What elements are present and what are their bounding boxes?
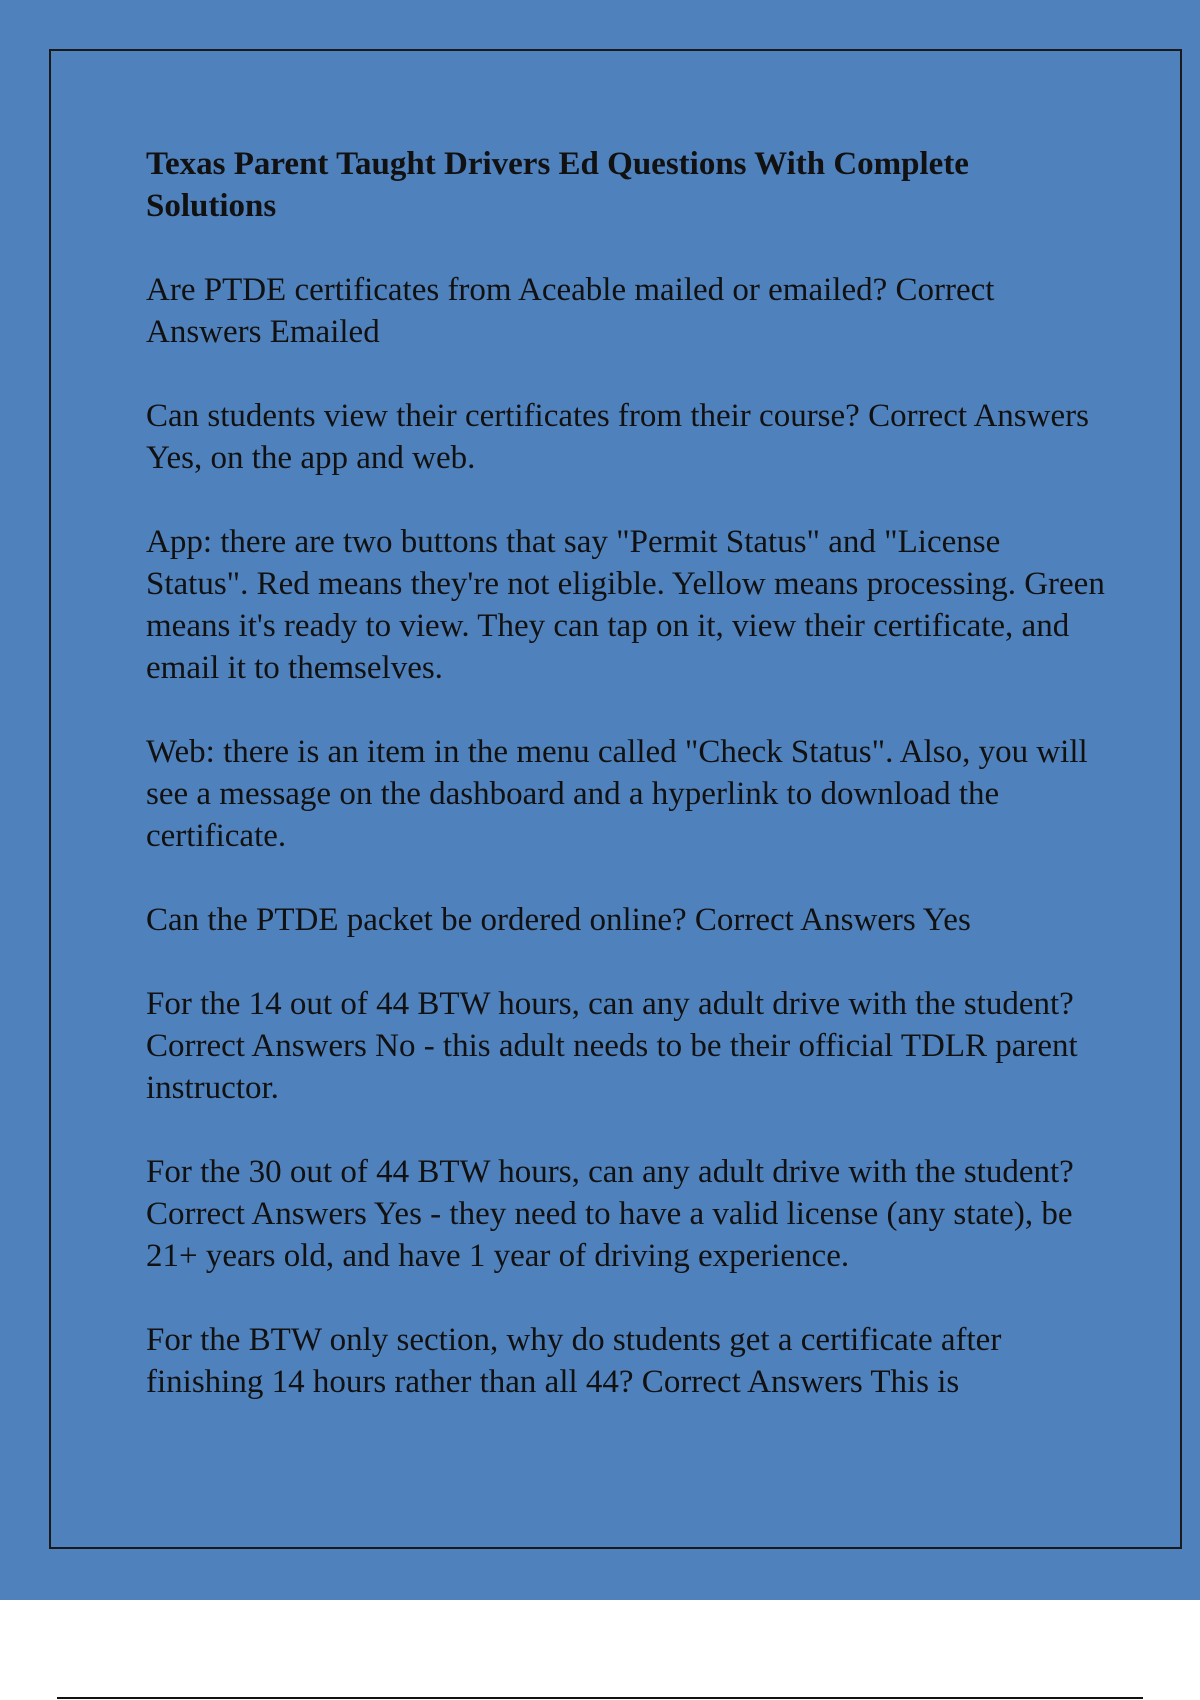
paragraph-certificates-mailed: Are PTDE certificates from Aceable mailed or emailed? Correct Answers Emailed bbox=[146, 272, 995, 350]
paragraph-app-buttons: App: there are two buttons that say "Permit Status" and "License Status". Red means they're not eligible. Yellow means processing. Green means it's ready to view. They can tap on it, view their certificate, and email it to themselves. bbox=[146, 524, 1105, 686]
paragraph-packet-online: Can the PTDE packet be ordered online? Correct Answers Yes bbox=[146, 902, 971, 938]
document-title: Texas Parent Taught Drivers Ed Questions With Complete Solutions bbox=[146, 146, 969, 224]
paragraph-14-hours: For the 14 out of 44 BTW hours, can any adult drive with the student? Correct Answers No - this adult needs to be their official TDLR parent instructor. bbox=[146, 986, 1078, 1106]
footer-divider bbox=[57, 1697, 1143, 1699]
paragraph-btw-only: For the BTW only section, why do students get a certificate after finishing 14 hours rather than all 44? Correct Answers This is bbox=[146, 1322, 1002, 1400]
document-content bbox=[146, 143, 1106, 1445]
paragraph-30-hours: For the 30 out of 44 BTW hours, can any adult drive with the student? Correct Answers Yes - they need to have a valid license (any state), be 21+ years old, and have 1 year of driving experience. bbox=[146, 1154, 1074, 1274]
paragraph-view-certificates: Can students view their certificates from their course? Correct Answers Yes, on the app and web. bbox=[146, 398, 1089, 476]
paragraph-web-menu: Web: there is an item in the menu called "Check Status". Also, you will see a message on the dashboard and a hyperlink to download the certificate. bbox=[146, 734, 1088, 854]
